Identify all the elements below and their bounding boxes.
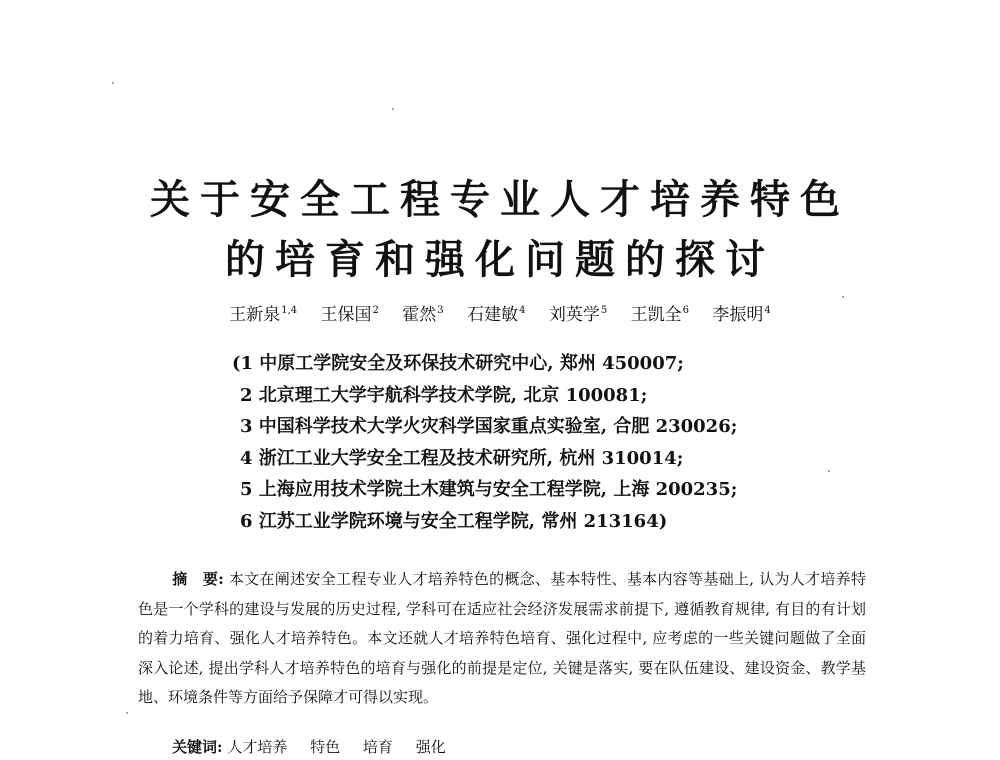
keyword: 人才培养 [227,738,288,756]
author [229,300,297,325]
abstract [138,565,866,713]
scan-speck [828,470,830,472]
abstract-label: 摘 要: [172,570,224,588]
scan-speck [112,82,114,84]
abstract-text: 本文在阐述安全工程专业人才培养特色的概念、基本特性、基本内容等基础上, 认为人才培养特色是一个学科的建设与发展的历史过程, 学科可在适应社会经济发展需求前提下, 遵循教育规律, 有目的有计划的着力培育、强化人才培养特色。本文还就人才培养特色培育、强化过程中, 应考虑的一些关键问题做了全面深入论述, 提出学科人才培养特色的培育与强化的前提是定位, 关键是落实, 要在队伍建设、建设资金、教学基地、环境条件等方面给予保障才可得以实现。 [138,570,866,706]
author-name: 王保国 [320,305,372,325]
keyword: 培育 [362,738,393,756]
paper-title-line-1: 关于安全工程专业人才培养特色 [150,176,850,223]
author [402,300,443,325]
scan-speck [842,296,844,298]
author-affiliation-mark: 3 [437,305,444,316]
author [549,300,607,325]
author-name: 刘英学 [548,305,600,325]
author [631,300,689,325]
scan-speck [126,712,128,714]
scan-speck [392,108,394,110]
affiliation-line: 6 江苏工业学院环境与安全工程学院, 常州 213164) [240,510,668,532]
keyword: 强化 [415,738,446,756]
author-list [0,300,1000,325]
affiliation-line: 4 浙江工业大学安全工程及技术研究所, 杭州 310014; [240,447,684,469]
affiliation-line: (1 中原工学院安全及环保技术研究中心, 郑州 450007; [232,353,684,374]
affiliation-line: 2 北京理工大学宇航科学技术学院, 北京 100081; [240,384,648,406]
keywords-label: 关键词: [172,738,223,756]
author-affiliation-mark: 1,4 [281,305,298,316]
paper-title-line-2: 的培育和强化问题的探讨 [225,236,775,283]
keyword: 特色 [310,738,341,756]
affiliation-line: 3 中国科学技术大学火灾科学国家重点实验室, 合肥 230026; [240,416,738,437]
author-affiliation-mark: 4 [519,305,526,316]
author-name: 石建敏 [467,305,519,325]
author [321,300,379,325]
author-name: 王凯全 [630,305,682,325]
author-name: 霍然 [402,305,437,325]
author-affiliation-mark: 6 [682,305,690,316]
author [467,300,525,325]
affiliation-list [232,348,737,537]
affiliation-line: 5 上海应用技术学院土木建筑与安全工程学院, 上海 200235; [240,479,738,500]
author-affiliation-mark: 2 [372,305,379,316]
author-affiliation-mark: 4 [764,305,771,316]
keywords [172,736,464,757]
author-name: 王新泉 [229,305,281,325]
author-name: 李振明 [712,305,764,325]
author [712,300,770,325]
author-affiliation-mark: 5 [600,305,608,316]
